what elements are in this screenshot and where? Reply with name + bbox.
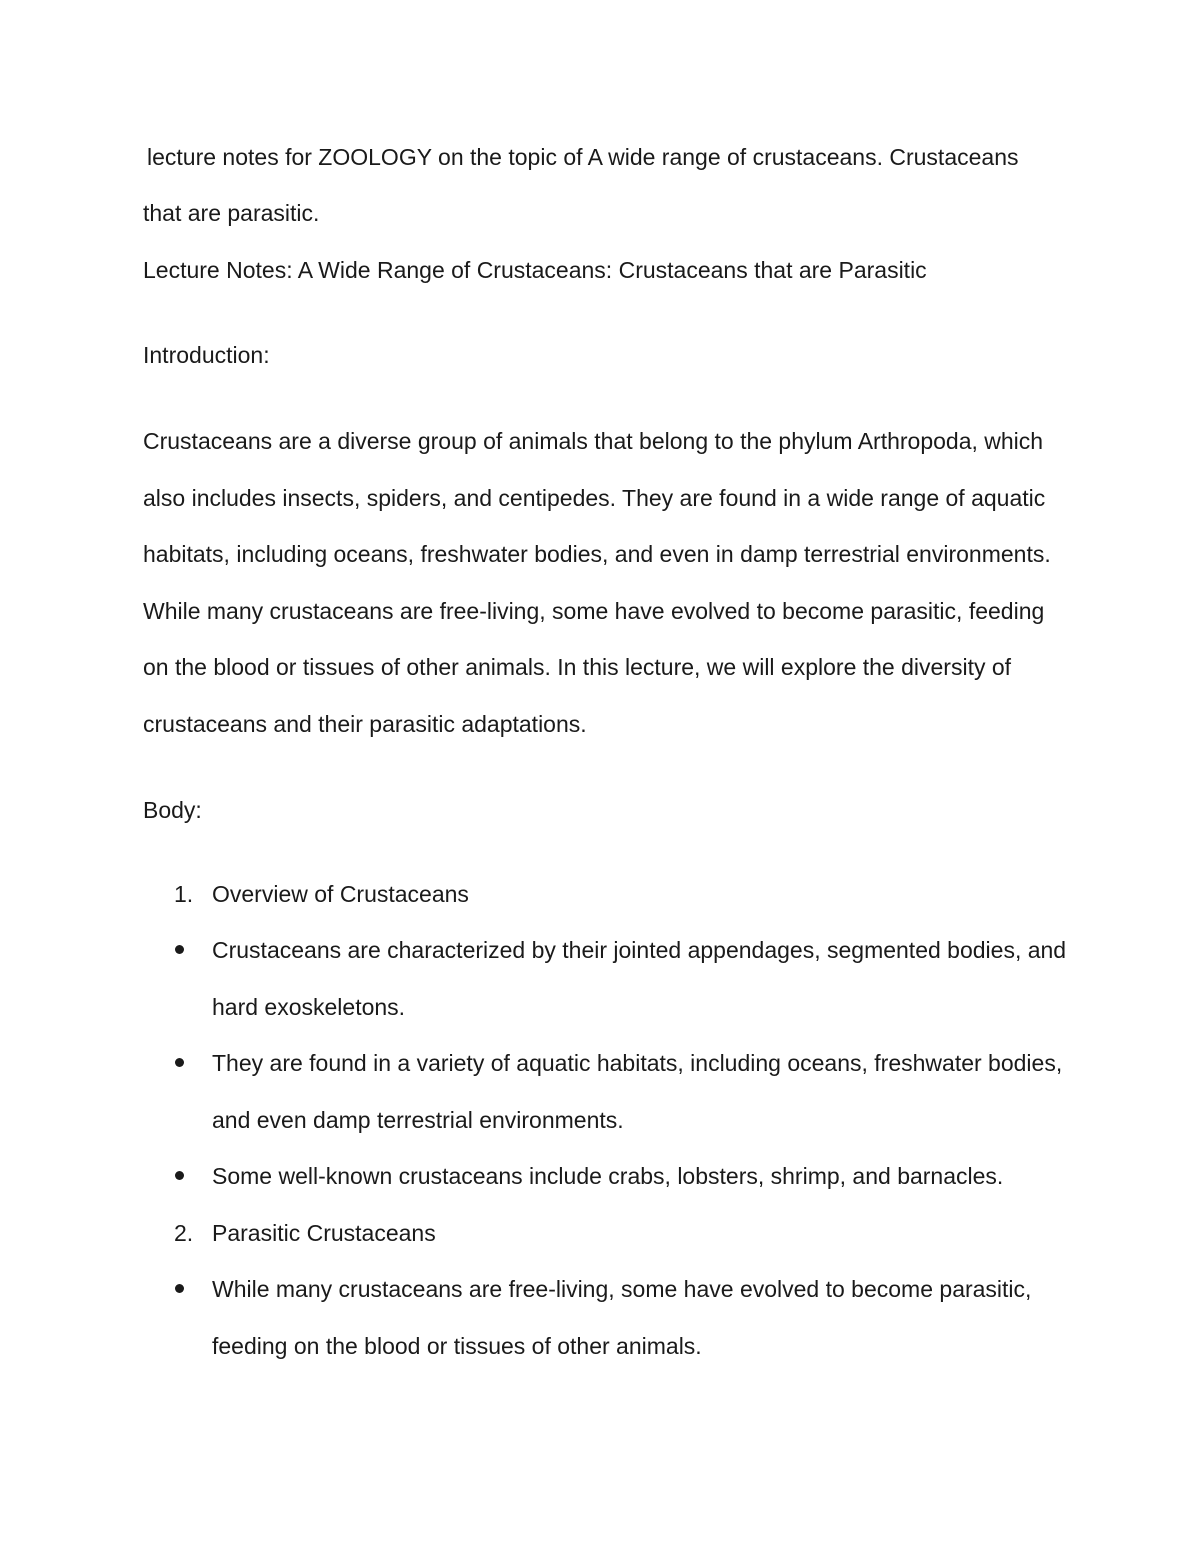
bullet-icon: [175, 1171, 184, 1180]
document-title: Lecture Notes: A Wide Range of Crustaceans: Crustaceans that are Parasitic: [143, 257, 927, 283]
bullet-text: Crustaceans are characterized by their jointed appendages, segmented bodies, and hard exoskeletons.: [212, 937, 1067, 1020]
body-heading: Body:: [143, 797, 202, 823]
bullet-text: They are found in a variety of aquatic habitats, including oceans, freshwater bodies, and even damp terrestrial environments.: [212, 1050, 1063, 1133]
bullet-text: Some well-known crustaceans include crabs, lobsters, shrimp, and barnacles.: [212, 1163, 1004, 1189]
list-number: 1.: [174, 881, 194, 907]
prompt-line-2: that are parasitic.: [143, 200, 320, 226]
section-title: Overview of Crustaceans: [212, 881, 469, 907]
intro-heading: Introduction:: [143, 342, 270, 368]
section-title: Parasitic Crustaceans: [212, 1220, 436, 1246]
bullet-icon: [175, 945, 184, 954]
list-item: [212, 1261, 1072, 1374]
bullet-text: While many crustaceans are free-living, some have evolved to become parasitic, feeding on the blood or tissues of other animals.: [212, 1276, 1032, 1359]
list-item-section-2: [174, 1205, 1072, 1262]
bullet-icon: [175, 1058, 184, 1067]
intro-paragraph: Crustaceans are a diverse group of animals that belong to the phylum Arthropoda, which also includes insects, spiders, and centipedes. They are found in a wide range of aquatic habitats, including oceans, freshwater bodies, and even in damp terrestrial environments. While many crustaceans are free-living, some have evolved to become parasitic, feeding on the blood or tissues of other animals. In this lecture, we will explore the diversity of crustaceans and their parasitic adaptations.: [143, 428, 1051, 737]
prompt-line-1: lecture notes for ZOOLOGY on the topic of A wide range of crustaceans. Crustaceans: [147, 144, 1019, 170]
list-item-section-1: [174, 866, 1072, 923]
list-number: 2.: [174, 1220, 194, 1246]
bullet-icon: [175, 1284, 184, 1293]
list-item: [212, 922, 1072, 1035]
list-item: [212, 1035, 1072, 1148]
list-item: [212, 1148, 1072, 1205]
